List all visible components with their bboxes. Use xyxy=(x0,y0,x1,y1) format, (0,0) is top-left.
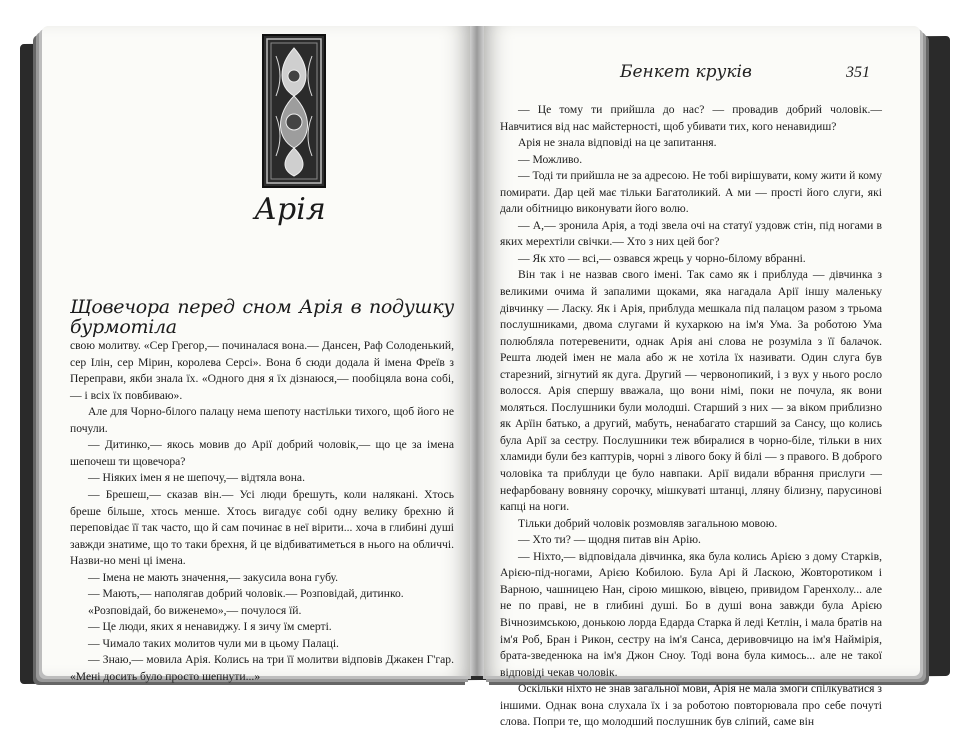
running-header: Бенкет круків xyxy=(620,62,752,82)
right-page-text xyxy=(500,102,882,731)
left-page-text xyxy=(70,296,454,686)
chapter-ornament-icon xyxy=(262,34,326,188)
book-gutter xyxy=(470,26,484,676)
paragraph: — Можливо. xyxy=(518,152,583,166)
paragraph: — Тоді ти прийшла не за адресою. Не тобі вирішувати, кому жити й кому помирати. Дар цей має тільки Багатоликий. А ми — прості його слуги, які дали обітницю виконувати його волю. xyxy=(500,169,882,216)
paragraph: Але для Чорно-білого палацу нема шепоту настільки тихого, щоб його не почули. xyxy=(70,405,454,435)
opening-line xyxy=(70,296,454,338)
paragraph: — Дитинко,— якось мовив до Арії добрий чоловік,— що це за імена шепочеш ти щовечора? xyxy=(70,438,454,468)
paragraph: Арія не знала відповіді на це запитання. xyxy=(518,136,717,150)
paragraph: Тільки добрий чоловік розмовляв загальною мовою. xyxy=(518,516,778,530)
paragraph: свою молитву. «Сер Грегор,— починалася вона.— Дансен, Раф Солоденький, сер Ілін, сер Мірин, королева Серсі». Вона б сюди додала й імена Фреїв з Переправи, якби знала їх. «Одного дня я їх дізнаюся,— пообіцяла вона собі,— і всіх їх повбиваю». xyxy=(70,339,454,402)
paragraph: — А,— зронила Арія, а тоді звела очі на статуї уздовж стін, під ногами в яких мерехтіли свічки.— Хто з них цей бог? xyxy=(500,218,882,249)
paragraph: — Хто ти? — щодня питав він Арію. xyxy=(518,533,701,547)
paragraph: Він так і не назвав свого імені. Так само як і приблуда — дівчинка з великими очима й запалими щоками, яка нагадала Арії іншу маленьку дівчинку — Ласку. Як і Арія, приблуда мешкала під палацом разом з трьома послушниками, двома слугами й кухаркою на ім'я Ума. За роботою Ума полюбляла потеревенити, однак Арія ані слова не розуміла з її балачок. Решта людей імен не мала або ж не хотіла їх називати. Один слуга був старезний, зігнутий як дуга. Другий — червонопикий, і з вух у нього росло волосся. Арія спершу вважала, що вони німі, поки не почула, як вони моляться. Послушники були молодші. Старший з них — за віком приблизно як Арїін батько, а другий, мабуть, ненабагато старший за Сансу, що колись була Арії за сестру. Послушники теж вбиралися в чорно-біле, тільки в них хламиди були без каптурів, чорні з лівого боку й білі — з правого. В доброго чоловіка та приблуди це було навпаки. Арії видали вбрання прислуги — нефарбовану вовняну сорочку, мішкуваті штанці, лляну білизну, парусинові капці на ноги. xyxy=(500,268,882,514)
paragraph: Оскільки ніхто не знав загальної мови, Арія не мала змоги спілкуватися з іншими. Однак вона слухала їх і за роботою повторювала про себе почуті слова. Попри те, що молодший послушник був сліпий, саме він xyxy=(500,682,882,729)
paragraph: — Це люди, яких я ненавиджу. І я зичу їм смерті. xyxy=(88,620,332,634)
paragraph: — Брешеш,— сказав він.— Усі люди брешуть, коли налякані. Хтось бреше більше, хтось менше. Хтось вигадує собі одну велику брехню й переповідає її так часто, що й сам починає в неї вірити... хоча в глибині душі завжди знатиме, що то таки брехня, й це відбиватиметься в нього на обличчі. Назви-но мені ці імена. xyxy=(70,488,454,568)
page-number: 351 xyxy=(846,64,870,81)
paragraph: — Знаю,— мовила Арія. Колись на три її молитви відповів Джакен Г'гар. «Мені досить було просто шепнути...» xyxy=(70,653,454,684)
paragraph: — Це тому ти прийшла до нас? — провадив добрий чоловік.— Навчитися від нас майстерності, щоб убивати тих, кого ненавидиш? xyxy=(500,103,882,133)
paragraph: — Як хто — всі,— озвався жрець у чорно-білому вбранні. xyxy=(518,251,806,265)
paragraph: — Ніхто,— відповідала дівчинка, яка була колись Арією з дому Старків, Арією-під-ногами, Арією Кобилою. Була Арі й Ласкою, Жовторотиком і Варною, чашницею Нан, сірою мишкою, вівцею, привидом Гаренхолу... але не по праві, не в глибині душі. Бо в душі вона завжди була Арією Вічнозимською, донькою лорда Едарда Старка й леді Кетлін, і мала братів на ім'я Роб, Бран і Рикон, сестру на ім'я Санса, деривовчицю на ім'я Наймірія, брата-зведенюка на ім'я Джон Сноу. Тоді вона була кимось... але не такої відповіді чекав чоловік. xyxy=(500,549,882,679)
paragraph: «Розповідай, бо виженемо»,— почулося їй. xyxy=(88,603,302,617)
paragraph: — Ніяких імен я не шепочу,— відтяла вона. xyxy=(88,471,305,485)
paragraph: — Чимало таких молитов чули ми в цьому Палаці. xyxy=(88,636,339,650)
paragraph: — Мають,— наполягав добрий чоловік.— Розповідай, дитинко. xyxy=(88,587,404,601)
chapter-title: Арія xyxy=(254,192,326,227)
paragraph: — Імена не мають значення,— закусила вона губу. xyxy=(88,570,339,584)
drop-cap-line: Щовечора перед сном Арія в подушку бурмотіла xyxy=(70,296,454,338)
